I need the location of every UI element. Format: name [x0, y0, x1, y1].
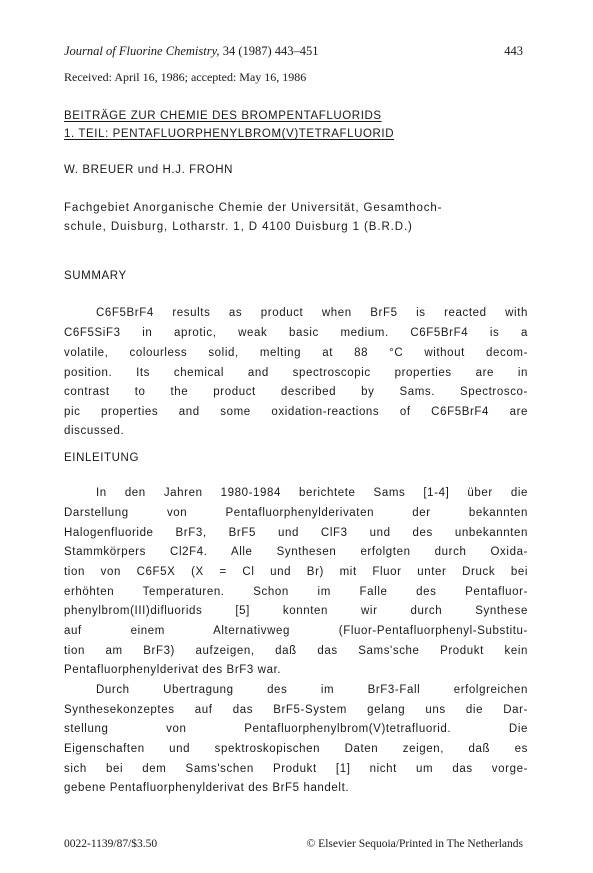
body-line: Stammkörpers Cl2F4. Alle Synthesen erfolgten durch Oxida-	[64, 546, 528, 558]
summary-line: position. Its chemical and spectroscopic properties are in	[64, 367, 528, 379]
body-line: stellung von Pentafluorphenylbrom(V)tetrafluorid. Die	[64, 723, 528, 735]
summary-line: contrast to the product described by Sams. Spectrosco-	[64, 386, 528, 398]
summary-line: C6F5SiF3 in aprotic, weak basic medium. C6F5BrF4 is a	[64, 327, 528, 339]
received-date: Received: April 16, 1986; accepted: May 16, 1986	[64, 70, 307, 84]
body-line: Durch Übertragung des im BrF3-Fall erfolgreichen	[96, 684, 528, 696]
title-line-2: 1. TEIL: PENTAFLUORPHENYLBROM(V)TETRAFLUORID	[64, 128, 395, 140]
issn-code: 0022-1139/87/$3.50	[64, 838, 158, 850]
body-line: tion von C6F5X (X = Cl und Br) mit Fluor unter Druck bei	[64, 566, 528, 578]
body-line: erhöhten Temperaturen. Schon im Falle des Pentafluor-	[64, 586, 528, 598]
body-line: auf einem Alternativweg (Fluor-Pentafluorphenyl-Substitu-	[64, 625, 528, 637]
journal-citation	[64, 44, 319, 59]
body-line: Pentafluorphenylderivat des BrF3 war.	[64, 664, 282, 676]
body-line: phenylbrom(III)difluorids [5] konnten wir durch Synthese	[64, 605, 528, 617]
summary-line: discussed.	[64, 425, 125, 437]
summary-line: volatile, colourless solid, melting at 88 °C without decom-	[64, 347, 528, 359]
summary-line: C6F5BrF4 results as product when BrF5 is reacted with	[96, 307, 528, 319]
body-line: Darstellung von Pentafluorphenylderivaten der bekannten	[64, 507, 528, 519]
summary-heading: SUMMARY	[64, 270, 127, 282]
journal-pages: (1987) 443–451	[238, 44, 319, 58]
body-line: Synthesekonzeptes auf das BrF5-System gelang uns die Dar-	[64, 704, 528, 716]
title-line-1: BEITRÄGE ZUR CHEMIE DES BROMPENTAFLUORIDS	[64, 110, 382, 122]
body-line: Eigenschaften und spektroskopischen Daten zeigen, daß es	[64, 743, 528, 755]
body-line: sich bei dem Sams'schen Produkt [1] nicht um das vorge-	[64, 763, 528, 775]
page-number: 443	[504, 44, 523, 58]
body-line: gebene Pentafluorphenylderivat des BrF5 handelt.	[64, 782, 350, 794]
body-line: In den Jahren 1980-1984 berichtete Sams [1-4] über die	[96, 487, 528, 499]
affiliation-line-2: schule, Duisburg, Lotharstr. 1, D 4100 Duisburg 1 (B.R.D.)	[64, 221, 413, 233]
body-line: tion am BrF3) aufzeigen, daß das Sams'sche Produkt kein	[64, 645, 528, 657]
einleitung-heading: EINLEITUNG	[64, 452, 140, 464]
publisher-line: © Elsevier Sequoia/Printed in The Netherlands	[306, 838, 523, 850]
journal-name: Journal of Fluorine Chemistry,	[64, 44, 220, 58]
summary-line: pic properties and some oxidation-reactions of C6F5BrF4 are	[64, 406, 528, 418]
journal-volume: 34	[222, 44, 236, 58]
body-line: Halogenfluoride BrF3, BrF5 und ClF3 und des unbekannten	[64, 527, 528, 539]
affiliation-line-1: Fachgebiet Anorganische Chemie der Universität, Gesamthoch-	[64, 202, 443, 214]
authors: W. BREUER und H.J. FROHN	[64, 164, 234, 176]
